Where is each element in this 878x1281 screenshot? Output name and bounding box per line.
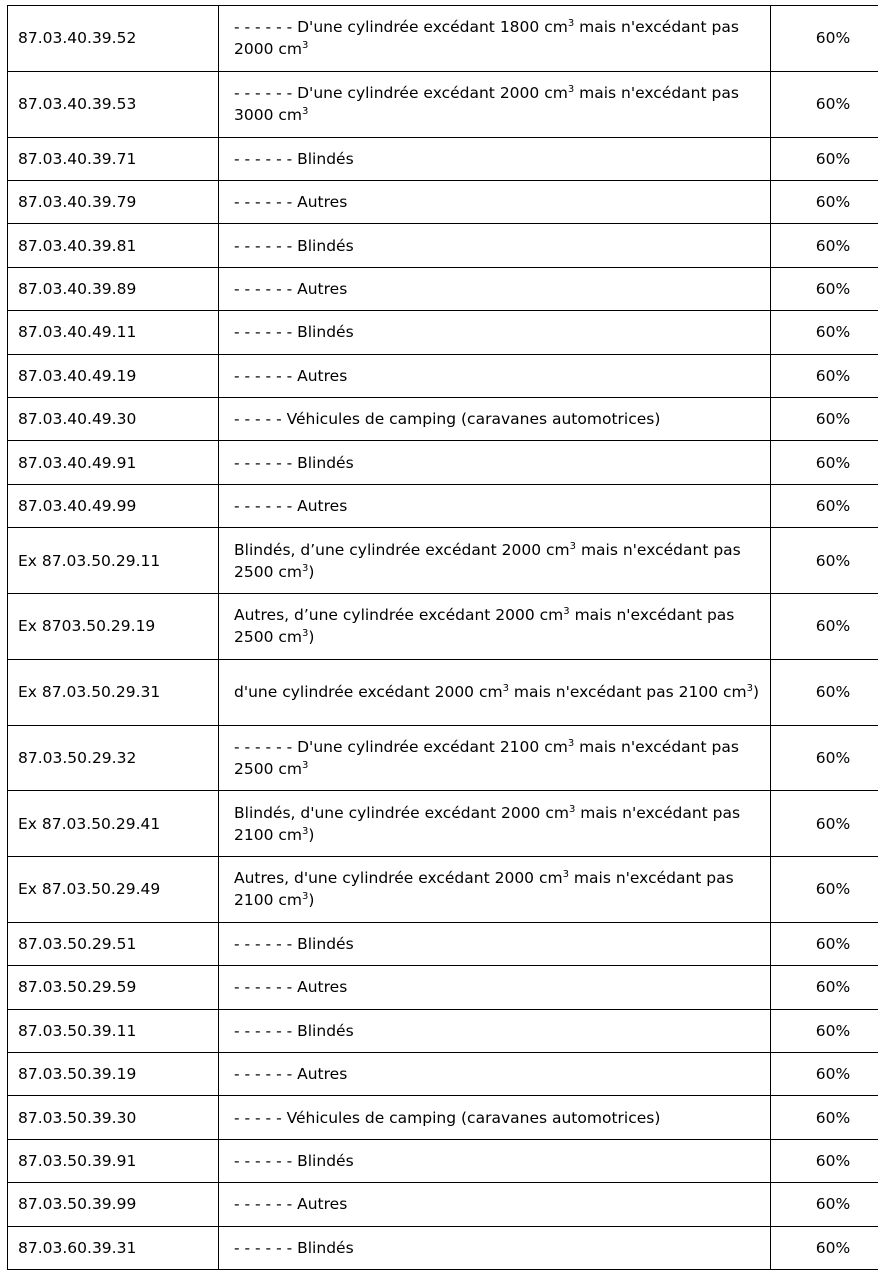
tariff-code-cell: 87.03.50.39.30 — [8, 1096, 219, 1139]
tariff-code-cell: 87.03.50.29.32 — [8, 725, 219, 791]
description-text: mais n'excédant pas 2100 cm — [508, 683, 747, 702]
rate-cell: 60% — [771, 1009, 878, 1052]
rate-cell: 60% — [771, 1183, 878, 1226]
description-cell — [219, 1139, 771, 1182]
description-cell — [219, 71, 771, 137]
tariff-code-cell: 87.03.60.39.31 — [8, 1226, 219, 1269]
table-row — [8, 659, 878, 725]
description-text: ) — [308, 891, 315, 910]
tariff-code-cell: Ex 87.03.50.29.41 — [8, 791, 219, 857]
table-row — [8, 1226, 878, 1269]
superscript: 3 — [563, 606, 570, 618]
description-text: - - - - - - Autres — [234, 978, 348, 997]
tariff-code-cell: 87.03.50.29.51 — [8, 922, 219, 965]
description-text: mais n'excédant pas 2500 cm — [234, 540, 741, 581]
description-cell — [219, 441, 771, 484]
tariff-code-cell: 87.03.40.39.81 — [8, 224, 219, 267]
table-row — [8, 1139, 878, 1182]
superscript: 3 — [562, 869, 569, 881]
rate-cell: 60% — [771, 354, 878, 397]
description-text: - - - - - - Blindés — [234, 1238, 354, 1257]
table-row — [8, 725, 878, 791]
tariff-code-cell: 87.03.40.49.30 — [8, 397, 219, 440]
description-text: Blindés, d'une cylindrée excédant 2000 cm — [234, 803, 569, 822]
description-text: - - - - - - Blindés — [234, 323, 354, 342]
superscript: 3 — [302, 562, 309, 574]
description-text: - - - - - - D'une cylindrée excédant 2100 cm — [234, 737, 568, 756]
rate-cell: 60% — [771, 966, 878, 1009]
table-row — [8, 857, 878, 923]
description-cell — [219, 1183, 771, 1226]
description-cell — [219, 137, 771, 180]
tariff-code-cell: 87.03.40.39.71 — [8, 137, 219, 180]
description-text: - - - - - - Blindés — [234, 453, 354, 472]
description-cell — [219, 922, 771, 965]
description-cell — [219, 180, 771, 223]
rate-cell: 60% — [771, 441, 878, 484]
superscript: 3 — [567, 84, 575, 96]
tariff-table-body — [8, 6, 878, 1270]
tariff-code-cell: 87.03.40.49.11 — [8, 311, 219, 354]
rate-cell: 60% — [771, 180, 878, 223]
table-row — [8, 922, 878, 965]
rate-cell: 60% — [771, 593, 878, 659]
description-cell — [219, 311, 771, 354]
description-cell — [219, 1096, 771, 1139]
description-text: - - - - - - D'une cylindrée excédant 1800 cm — [234, 18, 568, 37]
description-cell — [219, 593, 771, 659]
rate-cell: 60% — [771, 857, 878, 923]
superscript: 3 — [567, 737, 575, 749]
rate-cell: 60% — [771, 6, 878, 72]
rate-cell: 60% — [771, 1053, 878, 1096]
tariff-code-cell: Ex 8703.50.29.19 — [8, 593, 219, 659]
description-text: Blindés, d’une cylindrée excédant 2000 cm — [234, 540, 570, 559]
tariff-document — [7, 5, 873, 1270]
description-cell — [219, 857, 771, 923]
superscript: 3 — [302, 40, 309, 52]
rate-cell: 60% — [771, 528, 878, 594]
description-text: ) — [752, 683, 760, 702]
description-cell — [219, 1226, 771, 1269]
description-cell — [219, 484, 771, 527]
description-cell — [219, 659, 771, 725]
description-cell — [219, 1053, 771, 1096]
description-text: - - - - - Véhicules de camping (caravanes automotrices) — [234, 1108, 661, 1127]
description-text: - - - - - - D'une cylindrée excédant 2000 cm — [234, 84, 568, 103]
table-row — [8, 1009, 878, 1052]
tariff-table — [7, 5, 878, 1270]
description-cell — [219, 725, 771, 791]
rate-cell: 60% — [771, 397, 878, 440]
description-text: - - - - - - Autres — [234, 1195, 348, 1214]
tariff-code-cell: 87.03.50.39.99 — [8, 1183, 219, 1226]
rate-cell: 60% — [771, 791, 878, 857]
description-cell — [219, 267, 771, 310]
rate-cell: 60% — [771, 922, 878, 965]
rate-cell: 60% — [771, 1096, 878, 1139]
description-cell — [219, 966, 771, 1009]
superscript: 3 — [302, 106, 309, 118]
tariff-code-cell: Ex 87.03.50.29.31 — [8, 659, 219, 725]
description-cell — [219, 791, 771, 857]
table-row — [8, 137, 878, 180]
table-row — [8, 791, 878, 857]
tariff-code-cell: 87.03.50.39.11 — [8, 1009, 219, 1052]
description-text: - - - - - - Blindés — [234, 1152, 354, 1171]
table-row — [8, 180, 878, 223]
description-text: - - - - - - Autres — [234, 496, 348, 515]
description-text: - - - - - Véhicules de camping (caravanes automotrices) — [234, 410, 661, 429]
tariff-code-cell: 87.03.40.39.89 — [8, 267, 219, 310]
tariff-code-cell: Ex 87.03.50.29.49 — [8, 857, 219, 923]
table-row — [8, 966, 878, 1009]
table-row — [8, 397, 878, 440]
table-row — [8, 354, 878, 397]
rate-cell: 60% — [771, 224, 878, 267]
tariff-code-cell: 87.03.50.39.19 — [8, 1053, 219, 1096]
rate-cell: 60% — [771, 484, 878, 527]
description-text: - - - - - - Blindés — [234, 1021, 354, 1040]
description-text: - - - - - - Blindés — [234, 236, 354, 255]
description-text: - - - - - - Autres — [234, 366, 348, 385]
rate-cell: 60% — [771, 71, 878, 137]
description-text: ) — [308, 562, 315, 581]
description-text: Autres, d’une cylindrée excédant 2000 cm — [234, 606, 564, 625]
description-cell — [219, 528, 771, 594]
rate-cell: 60% — [771, 725, 878, 791]
superscript: 3 — [567, 18, 575, 30]
table-row — [8, 441, 878, 484]
tariff-code-cell: 87.03.40.39.52 — [8, 6, 219, 72]
tariff-code-cell: 87.03.40.39.79 — [8, 180, 219, 223]
rate-cell: 60% — [771, 267, 878, 310]
description-text: ) — [308, 628, 315, 647]
tariff-code-cell: Ex 87.03.50.29.11 — [8, 528, 219, 594]
description-text: mais n'excédant pas 2500 cm — [234, 606, 735, 647]
superscript: 3 — [302, 825, 309, 837]
description-text: mais n'excédant pas 2100 cm — [234, 803, 741, 844]
superscript: 3 — [568, 803, 576, 815]
table-row — [8, 267, 878, 310]
superscript: 3 — [302, 759, 309, 771]
tariff-code-cell: 87.03.40.39.53 — [8, 71, 219, 137]
description-text: - - - - - - Autres — [234, 193, 348, 212]
description-text: ) — [308, 825, 315, 844]
description-text: - - - - - - Blindés — [234, 935, 354, 954]
description-text: mais n'excédant pas 2100 cm — [234, 869, 734, 910]
table-row — [8, 593, 878, 659]
description-text: mais n'excédant pas 2500 cm — [234, 737, 739, 778]
description-text: mais n'excédant pas 2000 cm — [234, 18, 739, 59]
table-row — [8, 71, 878, 137]
table-row — [8, 6, 878, 72]
description-text: mais n'excédant pas 3000 cm — [234, 84, 739, 125]
description-cell — [219, 1009, 771, 1052]
table-row — [8, 1096, 878, 1139]
description-cell — [219, 354, 771, 397]
rate-cell: 60% — [771, 311, 878, 354]
rate-cell: 60% — [771, 1226, 878, 1269]
description-text: d'une cylindrée excédant 2000 cm — [234, 683, 503, 702]
rate-cell: 60% — [771, 659, 878, 725]
description-cell — [219, 397, 771, 440]
superscript: 3 — [302, 891, 309, 903]
superscript: 3 — [502, 682, 509, 694]
description-text: Autres, d'une cylindrée excédant 2000 cm — [234, 869, 563, 888]
tariff-code-cell: 87.03.40.49.19 — [8, 354, 219, 397]
table-row — [8, 1053, 878, 1096]
superscript: 3 — [746, 682, 753, 694]
table-row — [8, 224, 878, 267]
superscript: 3 — [302, 628, 309, 640]
description-cell — [219, 6, 771, 72]
table-row — [8, 484, 878, 527]
table-row — [8, 311, 878, 354]
description-cell — [219, 224, 771, 267]
description-text: - - - - - - Autres — [234, 279, 348, 298]
tariff-code-cell: 87.03.40.49.91 — [8, 441, 219, 484]
tariff-code-cell: 87.03.50.39.91 — [8, 1139, 219, 1182]
tariff-code-cell: 87.03.40.49.99 — [8, 484, 219, 527]
table-row — [8, 1183, 878, 1226]
superscript: 3 — [569, 540, 577, 552]
table-row — [8, 528, 878, 594]
rate-cell: 60% — [771, 1139, 878, 1182]
description-text: - - - - - - Blindés — [234, 149, 354, 168]
tariff-code-cell: 87.03.50.29.59 — [8, 966, 219, 1009]
description-text: - - - - - - Autres — [234, 1065, 348, 1084]
rate-cell: 60% — [771, 137, 878, 180]
